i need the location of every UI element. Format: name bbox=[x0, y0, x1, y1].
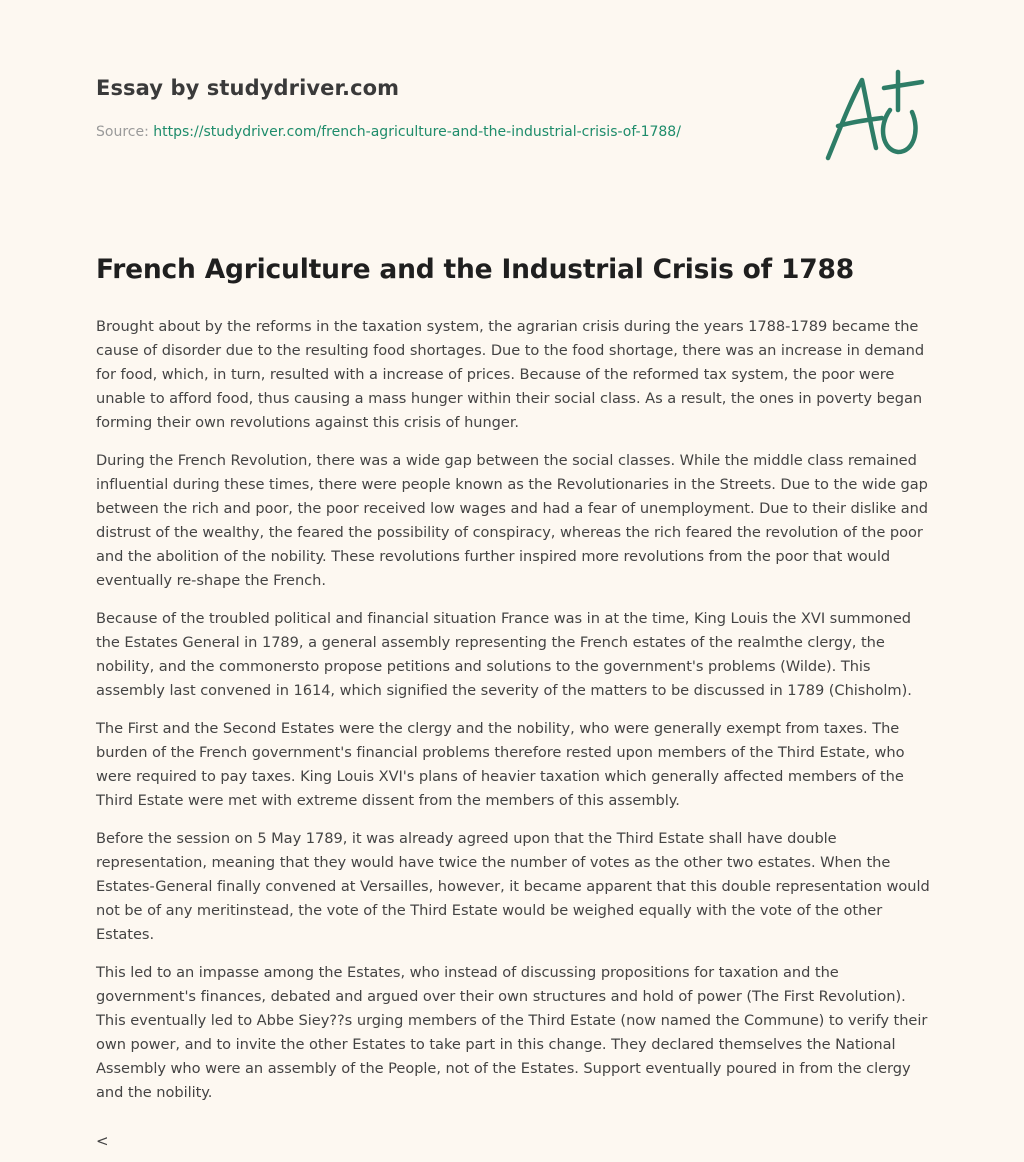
essay-paragraph: Because of the troubled political and financial situation France was in at the time, King Louis the XVI summoned the Estates General in 1789, a general assembly representing the French estates of the realmthe clergy, the nobility, and the commonersto propose petitions and solutions to the government's problems (Wilde). This assembly last convened in 1614, which signified the severity of the matters to be discussed in 1789 (Chisholm). bbox=[96, 610, 912, 699]
source-label: Source: bbox=[96, 124, 149, 140]
site-title: Essay by studydriver.com bbox=[96, 76, 400, 100]
essay-paragraph: This led to an impasse among the Estates, who instead of discussing propositions for taxation and the government's finances, debated and argued over their own structures and hold of power (The First Revolution). This eventually led to Abbe Siey??s urging members of the Third Estate (now named the Commune) to verify their own power, and to invite the other Estates to take part in this change. They declared themselves the National Assembly who were an assembly of the People, not of the Estates. Support eventually poured in from the clergy and the nobility. bbox=[96, 964, 928, 1101]
essay-paragraph: Before the session on 5 May 1789, it was already agreed upon that the Third Estate shall have double representation, meaning that they would have twice the number of votes as the other two estates. When the Estates-General finally convened at Versailles, however, it became apparent that this double representation would not be of any meritinstead, the vote of the Third Estate would be weighed equally with the vote of the other Estates. bbox=[96, 830, 930, 943]
essay-title: French Agriculture and the Industrial Crisis of 1788 bbox=[96, 254, 854, 285]
source-link[interactable]: https://studydriver.com/french-agriculture-and-the-industrial-crisis-of-1788/ bbox=[153, 124, 681, 140]
trailing-mark: < bbox=[96, 1132, 109, 1150]
essay-paragraph: The First and the Second Estates were the clergy and the nobility, who were generally exempt from taxes. The burden of the French government's financial problems therefore rested upon members of the Third Estate, who were required to pay taxes. King Louis XVI's plans of heavier taxation which generally affected members of the Third Estate were met with extreme dissent from the members of this assembly. bbox=[96, 720, 905, 809]
essay-body bbox=[96, 315, 932, 1119]
page-header bbox=[96, 76, 736, 140]
a-plus-logo-icon bbox=[822, 66, 926, 166]
essay-paragraph: Brought about by the reforms in the taxation system, the agrarian crisis during the years 1788-1789 became the cause of disorder due to the resulting food shortages. Due to the food shortage, there was an increase in demand for food, which, in turn, resulted with a increase of prices. Because of the reformed tax system, the poor were unable to afford food, thus causing a mass hunger within their social class. As a result, the ones in poverty began forming their own revolutions against this crisis of hunger. bbox=[96, 318, 925, 431]
essay-paragraph: During the French Revolution, there was a wide gap between the social classes. While the middle class remained influential during these times, there were people known as the Revolutionaries in the Streets. Due to the wide gap between the rich and poor, the poor received low wages and had a fear of unemployment. Due to their dislike and distrust of the wealthy, the feared the possibility of conspiracy, whereas the rich feared the revolution of the poor and the abolition of the nobility. These revolutions further inspired more revolutions from the poor that would eventually re-shape the French. bbox=[96, 452, 929, 589]
source-line bbox=[96, 124, 736, 140]
